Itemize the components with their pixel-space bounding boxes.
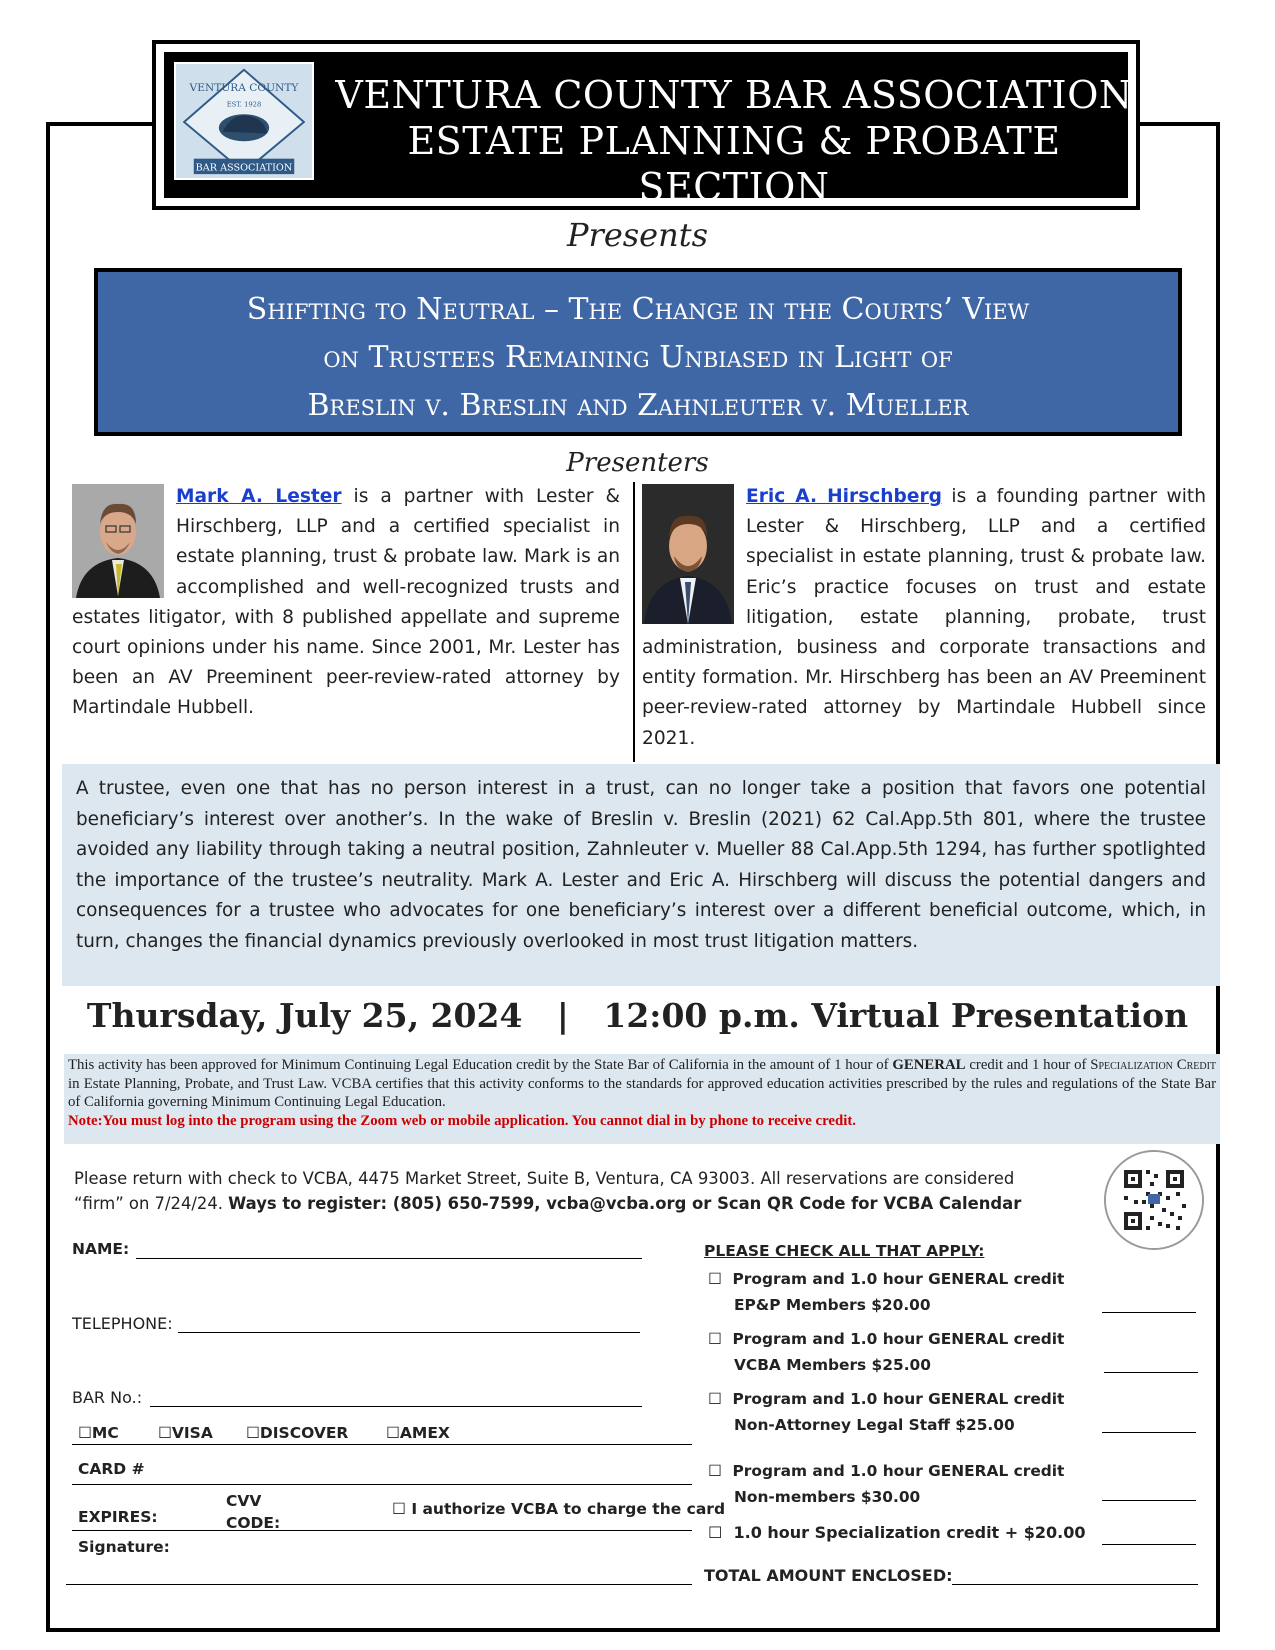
header-title [334,72,1134,210]
card-amex-label: AMEX [399,1424,450,1442]
telephone-label: TELEPHONE: [72,1314,173,1333]
mcle-text-3: in Estate Planning, Probate, and Trust Law. VCBA certifies that this activity conforms to the standards for approved education activities prescribed by the rules and regulations of the State Bar of California governing Minimum Continuing Legal Education. [68,1075,1216,1110]
option-specialization[interactable] [708,1520,1086,1546]
lester-name-link[interactable]: Mark A. Lester [176,486,342,507]
option-non-members[interactable] [708,1458,1064,1510]
presenters-heading: Presenters [566,448,709,478]
card-visa[interactable] [158,1424,213,1442]
registration-instructions [74,1166,1064,1216]
card-amex[interactable] [386,1424,450,1442]
amount-field-specialization[interactable] [1102,1544,1196,1545]
total-label: TOTAL AMOUNT ENCLOSED: [704,1566,953,1585]
mcle-zoom-note: Note:You must log into the program using the Zoom web or mobile application. You cannot dial in by phone to receive credit. [68,1112,856,1129]
checkbox-icon: ☐ [246,1424,260,1442]
checkbox-icon: ☐ [708,1523,723,1542]
card-type-line [72,1444,692,1445]
card-visa-label: VISA [171,1424,213,1442]
return-text: Please return with check to VCBA, 4475 Market Street, Suite B, Ventura, CA 93003. All reservations are considered “firm” on 7/24/24. [74,1169,1015,1213]
mcle-text-2: credit and 1 hour of [965,1057,1091,1073]
options-heading: PLEASE CHECK ALL THAT APPLY: [704,1242,985,1260]
expires-cvv-field[interactable] [72,1530,692,1531]
lester-photo [72,484,164,598]
mcle-notice [64,1054,1220,1144]
checkbox-icon: ☐ [708,1270,722,1288]
program-title-line2: on Trustees Remaining Unbiased in Light of [323,340,953,375]
card-discover-label: DISCOVER [259,1424,349,1442]
checkbox-icon: ☐ [78,1424,92,1442]
card-number-field[interactable] [72,1484,692,1485]
checkbox-icon: ☐ [392,1500,406,1518]
card-mc-label: MC [91,1424,119,1442]
header-inner [164,52,1133,209]
option-specialization-label: 1.0 hour Specialization credit + $20.00 [733,1523,1086,1542]
lester-bio-text: is a partner with Lester & Hirschberg, LLP and a certified specialist in estate planning, trust & probate law. Mark is an accomplished and well-recognized trusts and estates litigator, with 8 published appellate and supreme court opinions under his name. Since 2001, Mr. Lester has been an AV Preeminent peer-review-rated attorney by Martindale Hubbell. [72,486,620,719]
expires-label: EXPIRES: [78,1508,158,1526]
presenter-bio-hirschberg [642,482,1206,754]
mcle-specialization: Specialization Credit [1090,1057,1217,1073]
option-nonmember-line1: Program and 1.0 hour GENERAL credit [732,1462,1065,1480]
qr-code-icon [1106,1152,1202,1248]
total-amount-field[interactable] [952,1584,1198,1585]
checkbox-icon: ☐ [158,1424,172,1442]
svg-text:BAR ASSOCIATION: BAR ASSOCIATION [195,162,293,174]
signature-label: Signature: [78,1538,170,1556]
name-field[interactable] [136,1258,642,1259]
checkbox-icon: ☐ [386,1424,400,1442]
option-staff-line2: Non-Attorney Legal Staff $25.00 [734,1416,1015,1434]
presenter-bio-lester [72,482,620,724]
hirschberg-photo [642,484,734,624]
program-description: A trustee, even one that has no person interest in a trust, can no longer take a position that favors one potential beneficiary’s interest over another’s. In the wake of Breslin v. Breslin (2021) 62 Cal.App.5th 801, where the trustee avoided any liability through taking a neutral position, Zahnleuter v. Mueller 88 Cal.App.5th 1294, has further spotlighted the importance of the trustee’s neutrality. Mark A. Lester and Eric A. Hirschberg will discuss the potential dangers and consequences for a trustee who advocates for one beneficiary’s interest over a different beneficial outcome, which, in turn, changes the financial dynamics previously overlooked in most trust litigation matters. [62,764,1220,986]
header-banner [152,40,1140,210]
signature-field[interactable] [66,1584,692,1585]
svg-text:EST. 1928: EST. 1928 [226,100,262,109]
checkbox-icon: ☐ [708,1462,722,1480]
checkbox-icon: ☐ [708,1330,722,1348]
vcba-logo [174,62,314,180]
program-title [94,268,1182,436]
option-staff-line1: Program and 1.0 hour GENERAL credit [732,1390,1065,1408]
card-discover[interactable] [246,1424,348,1442]
program-title-line1: Shifting to Neutral – The Change in the Courts’ View [246,292,1030,327]
logo-icon [176,64,312,178]
event-time: 12:00 p.m. Virtual Presentation [603,996,1189,1035]
presents-label: Presents [566,216,708,254]
card-number-label: CARD # [78,1460,145,1478]
amount-field-vcba[interactable] [1104,1372,1198,1373]
event-separator: | [556,996,569,1035]
authorize-label: I authorize VCBA to charge the card [411,1500,726,1518]
amount-field-staff[interactable] [1102,1432,1196,1433]
header-title-line2: ESTATE PLANNING & PROBATE SECTION [407,119,1061,209]
ways-to-register: Ways to register: (805) 650-7599, vcba@vcba.org or Scan QR Code for VCBA Calendar [228,1194,1022,1213]
hirschberg-bio-text: is a founding partner with Lester & Hirschberg, LLP and a certified specialist in estate planning, trust & probate law. Eric’s practice focuses on trust and estate litigation, estate planning, probate, trust administration, business and corporate transactions and entity formation. Mr. Hirschberg has been an AV Preeminent peer-review-rated attorney by Martindale Hubbell since 2021. [642,486,1207,749]
mcle-general: GENERAL [892,1057,966,1073]
option-vcba-line1: Program and 1.0 hour GENERAL credit [732,1330,1065,1348]
amount-field-nonmember[interactable] [1102,1500,1196,1501]
bar-number-label: BAR No.: [72,1388,143,1407]
option-nonmember-line2: Non-members $30.00 [734,1488,921,1506]
telephone-field[interactable] [178,1332,640,1333]
hirschberg-name-link[interactable]: Eric A. Hirschberg [746,486,942,507]
header-title-line1: VENTURA COUNTY BAR ASSOCIATION [335,73,1133,117]
name-label: NAME: [72,1240,130,1258]
event-date: Thursday, July 25, 2024 [86,996,523,1035]
amount-field-epp[interactable] [1102,1312,1196,1313]
program-title-line3: Breslin v. Breslin and Zahnleuter v. Mueller [307,388,969,423]
option-epp-members[interactable] [708,1266,1064,1318]
option-epp-line2: EP&P Members $20.00 [734,1296,931,1314]
card-mc[interactable] [78,1424,119,1442]
cvv-label-line1: CVV [226,1492,262,1510]
event-datetime [0,996,1275,1035]
svg-text:VENTURA COUNTY: VENTURA COUNTY [189,81,299,95]
mcle-text-1: This activity has been approved for Minimum Continuing Legal Education credit by the State Bar of California in the amount of 1 hour of [68,1057,893,1073]
option-vcba-line2: VCBA Members $25.00 [734,1356,931,1374]
option-vcba-members[interactable] [708,1326,1064,1378]
qr-code[interactable] [1104,1150,1204,1250]
checkbox-icon: ☐ [708,1390,722,1408]
cvv-label-line2: CODE: [226,1514,281,1532]
cvv-label [226,1490,280,1534]
option-epp-line1: Program and 1.0 hour GENERAL credit [732,1270,1065,1288]
bar-number-field[interactable] [150,1406,642,1407]
authorize-checkbox[interactable] [392,1500,725,1518]
option-legal-staff[interactable] [708,1386,1064,1438]
presenters-divider [633,482,635,762]
